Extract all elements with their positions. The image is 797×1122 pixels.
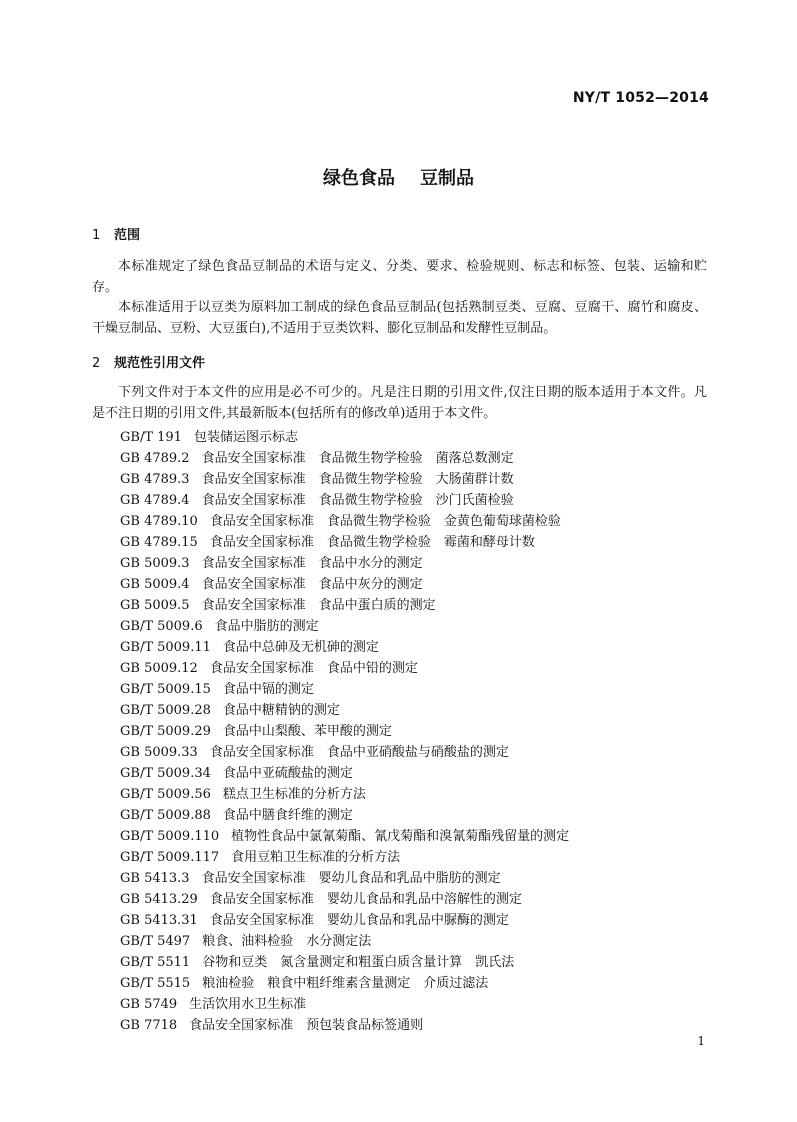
standard-code: NY/T 1052—2014: [572, 90, 709, 106]
reference-title: 食品安全国家标准 食品微生物学检验 菌落总数测定: [201, 451, 514, 466]
reference-title: 食品中亚硫酸盐的测定: [222, 766, 353, 781]
reference-title: 食品安全国家标准 婴幼儿食品和乳品中溶解性的测定: [209, 892, 522, 907]
reference-code: GB 5413.31: [120, 913, 198, 928]
reference-item: [120, 637, 569, 658]
reference-title: 粮食、油料检验 水分测定法: [202, 934, 372, 949]
reference-title: 糕点卫生标准的分析方法: [222, 787, 366, 802]
reference-item: [120, 763, 569, 784]
reference-item: [120, 721, 569, 742]
reference-item: [120, 448, 569, 469]
reference-item: [120, 427, 569, 448]
reference-title: 粮油检验 粮食中粗纤维素含量测定 介质过滤法: [202, 976, 489, 991]
reference-title: 生活饮用水卫生标准: [189, 997, 307, 1012]
reference-list: [120, 427, 569, 1036]
reference-title: 食品安全国家标准 婴幼儿食品和乳品中脂肪的测定: [201, 871, 501, 886]
reference-item: [120, 868, 569, 889]
reference-item: [120, 595, 569, 616]
reference-code: GB/T 5009.6: [120, 619, 203, 634]
reference-code: GB/T 5511: [120, 955, 191, 970]
section-heading-normative-references: [92, 352, 205, 371]
reference-code: GB/T 5009.117: [120, 850, 220, 865]
section-title: 范围: [114, 228, 141, 243]
reference-title: 食品安全国家标准 食品中水分的测定: [201, 556, 423, 571]
reference-item: [120, 910, 569, 931]
reference-item: [120, 700, 569, 721]
reference-title: 食品安全国家标准 食品中亚硝酸盐与硝酸盐的测定: [209, 745, 509, 760]
reference-code: GB/T 5009.28: [120, 703, 211, 718]
reference-title: 食品安全国家标准 婴幼儿食品和乳品中脲酶的测定: [209, 913, 509, 928]
reference-code: GB 4789.2: [120, 451, 190, 466]
reference-code: GB/T 5009.56: [120, 787, 211, 802]
reference-item: [120, 826, 569, 847]
reference-title: 食品中脂肪的测定: [214, 619, 319, 634]
reference-code: GB 4789.4: [120, 493, 190, 508]
reference-item: [120, 805, 569, 826]
scope-paragraph-1: 本标准规定了绿色食品豆制品的术语与定义、分类、要求、检验规则、标志和标签、包装、运输和贮存。: [92, 259, 707, 295]
reference-title: 食品安全国家标准 预包装食品标签通则: [189, 1018, 424, 1033]
reference-item: [120, 847, 569, 868]
section-title: 规范性引用文件: [114, 356, 206, 371]
reference-code: GB 5413.29: [120, 892, 198, 907]
reference-title: 食品安全国家标准 食品微生物学检验 霉菌和酵母计数: [209, 535, 535, 550]
reference-code: GB 5413.3: [120, 871, 190, 886]
reference-title: 包装储运图示标志: [193, 430, 298, 445]
reference-title: 植物性食品中氯氰菊酯、氰戊菊酯和溴氰菊酯残留量的测定: [231, 829, 570, 844]
reference-title: 食品中镉的测定: [222, 682, 314, 697]
reference-item: [120, 952, 569, 973]
reference-title: 食品安全国家标准 食品中铅的测定: [209, 661, 418, 676]
reference-item: [120, 553, 569, 574]
page-number: 1: [697, 1034, 705, 1048]
reference-title: 食品中总砷及无机砷的测定: [222, 640, 379, 655]
reference-code: GB 5009.12: [120, 661, 198, 676]
reference-code: GB/T 5009.88: [120, 808, 211, 823]
reference-item: [120, 574, 569, 595]
reference-code: GB/T 191: [120, 430, 182, 445]
reference-code: GB 4789.15: [120, 535, 198, 550]
reference-code: GB 5749: [120, 997, 178, 1012]
reference-title: 食用豆粕卫生标准的分析方法: [231, 850, 401, 865]
reference-item: [120, 658, 569, 679]
reference-code: GB/T 5009.29: [120, 724, 211, 739]
references-intro-paragraph: 下列文件对于本文件的应用是必不可少的。凡是注日期的引用文件,仅注日期的版本适用于本文件。凡是不注日期的引用文件,其最新版本(包括所有的修改单)适用于本文件。: [92, 385, 707, 421]
reference-item: [120, 616, 569, 637]
reference-code: GB 5009.5: [120, 598, 190, 613]
reference-item: [120, 1015, 569, 1036]
reference-title: 食品安全国家标准 食品中蛋白质的测定: [201, 598, 436, 613]
reference-title: 食品安全国家标准 食品微生物学检验 大肠菌群计数: [201, 472, 514, 487]
reference-code: GB 4789.10: [120, 514, 198, 529]
section-number: 1: [92, 228, 101, 243]
reference-item: [120, 994, 569, 1015]
reference-code: GB 5009.4: [120, 577, 190, 592]
reference-code: GB 5009.3: [120, 556, 190, 571]
reference-title: 食品中膳食纤维的测定: [222, 808, 353, 823]
reference-title: 食品安全国家标准 食品中灰分的测定: [201, 577, 423, 592]
reference-code: GB 7718: [120, 1018, 178, 1033]
reference-item: [120, 931, 569, 952]
reference-item: [120, 784, 569, 805]
reference-item: [120, 889, 569, 910]
reference-code: GB/T 5009.11: [120, 640, 211, 655]
section-heading-scope: [92, 224, 140, 243]
reference-title: 食品中糖精钠的测定: [222, 703, 340, 718]
reference-code: GB/T 5515: [120, 976, 191, 991]
section-number: 2: [92, 356, 101, 371]
document-title: 绿色食品 豆制品: [322, 168, 475, 189]
reference-title: 谷物和豆类 氮含量测定和粗蛋白质含量计算 凯氏法: [202, 955, 515, 970]
scope-paragraph-2: 本标准适用于以豆类为原料加工制成的绿色食品豆制品(包括熟制豆类、豆腐、豆腐干、腐竹和腐皮、干燥豆制品、豆粉、大豆蛋白),不适用于豆类饮料、膨化豆制品和发酵性豆制品。: [92, 300, 707, 336]
reference-item: [120, 490, 569, 511]
reference-title: 食品安全国家标准 食品微生物学检验 金黄色葡萄球菌检验: [209, 514, 561, 529]
reference-code: GB 4789.3: [120, 472, 190, 487]
reference-code: GB/T 5009.15: [120, 682, 211, 697]
reference-code: GB/T 5009.34: [120, 766, 211, 781]
reference-code: GB/T 5497: [120, 934, 191, 949]
reference-title: 食品安全国家标准 食品微生物学检验 沙门氏菌检验: [201, 493, 514, 508]
reference-item: [120, 511, 569, 532]
reference-code: GB/T 5009.110: [120, 829, 220, 844]
reference-item: [120, 973, 569, 994]
reference-item: [120, 679, 569, 700]
reference-item: [120, 742, 569, 763]
reference-item: [120, 532, 569, 553]
reference-item: [120, 469, 569, 490]
reference-title: 食品中山梨酸、苯甲酸的测定: [222, 724, 392, 739]
reference-code: GB 5009.33: [120, 745, 198, 760]
